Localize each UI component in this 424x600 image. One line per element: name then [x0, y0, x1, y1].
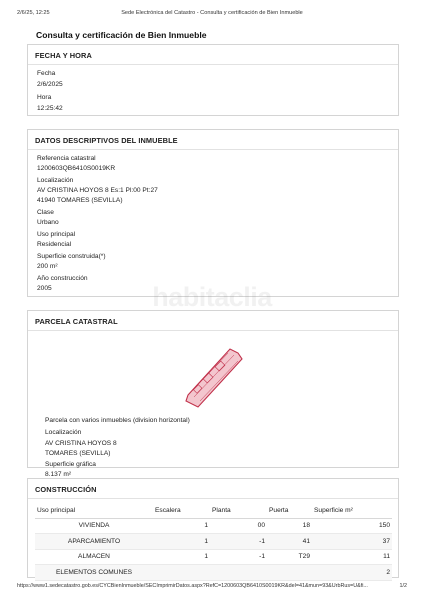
- parcela-superficie-label: Superficie gráfica: [45, 461, 96, 468]
- page-title: Consulta y certificación de Bien Inmueble: [36, 30, 207, 40]
- print-url: https://www1.sedecatastro.gob.es/CYCBienInmueble/SECImprimirDatos.aspx?RefC=1200603QB6410S0019KR&del=41&mun=93&UrbRus=U&fi...: [17, 583, 368, 589]
- cell-superficie: 37: [312, 534, 392, 550]
- ref-catastral-value: 1200603QB6410S0019KR: [37, 165, 116, 172]
- cell-planta: -1: [210, 549, 267, 565]
- cell-uso: ELEMENTOS COMUNES: [35, 565, 153, 581]
- datos-descriptivos-panel: [27, 129, 399, 297]
- anio-value: 2005: [37, 285, 52, 292]
- cell-planta: -1: [210, 534, 267, 550]
- cell-puerta: T29: [267, 549, 312, 565]
- cell-superficie: 150: [312, 518, 392, 534]
- print-datetime: 2/6/25, 12:25: [17, 10, 50, 16]
- col-puerta: Puerta: [267, 503, 312, 518]
- construccion-panel: [27, 478, 399, 578]
- construccion-heading: CONSTRUCCIÓN: [28, 479, 398, 499]
- cell-superficie: 11: [312, 549, 392, 565]
- parcela-localizacion-line2: TOMARES (SEVILLA): [45, 450, 111, 457]
- table-row: [35, 534, 392, 550]
- cell-escalera: 1: [153, 518, 210, 534]
- cell-escalera: 1: [153, 549, 210, 565]
- cell-escalera: 1: [153, 534, 210, 550]
- cell-superficie: 2: [312, 565, 392, 581]
- cell-uso: VIVIENDA: [35, 518, 153, 534]
- cell-puerta: [267, 565, 312, 581]
- parcela-heading: PARCELA CATASTRAL: [28, 311, 398, 331]
- table-row: [35, 565, 392, 581]
- localizacion-line2: 41940 TOMARES (SEVILLA): [37, 197, 123, 204]
- cell-planta: 00: [210, 518, 267, 534]
- print-page-number: 1/2: [399, 583, 407, 589]
- table-row: [35, 518, 392, 534]
- uso-label: Uso principal: [37, 231, 76, 238]
- parcela-localizacion-line1: AV CRISTINA HOYOS 8: [45, 440, 117, 447]
- anio-label: Año construcción: [37, 275, 88, 282]
- clase-value: Urbano: [37, 219, 59, 226]
- parcela-map: [182, 345, 252, 409]
- fecha-hora-heading: FECHA Y HORA: [28, 45, 398, 65]
- fecha-label: Fecha: [37, 70, 56, 77]
- col-planta: Planta: [210, 503, 267, 518]
- localizacion-line1: AV CRISTINA HOYOS 8 Es:1 Pl:00 Pt:27: [37, 187, 158, 194]
- fecha-hora-panel: [27, 44, 399, 116]
- col-superficie: Superficie m²: [312, 503, 392, 518]
- hora-value: 12:25:42: [37, 105, 63, 112]
- superficie-value: 200 m²: [37, 263, 58, 270]
- localizacion-label: Localización: [37, 177, 74, 184]
- cell-planta: [210, 565, 267, 581]
- table-header-row: [35, 503, 392, 518]
- parcela-localizacion-label: Localización: [45, 429, 82, 436]
- parcela-panel: [27, 310, 399, 478]
- datos-heading: DATOS DESCRIPTIVOS DEL INMUEBLE: [28, 130, 398, 150]
- construccion-table: [35, 503, 392, 581]
- col-uso: Uso principal: [35, 503, 153, 518]
- ref-catastral-label: Referencia catastral: [37, 155, 96, 162]
- uso-value: Residencial: [37, 241, 72, 248]
- hora-label: Hora: [37, 94, 52, 101]
- parcela-map-shape: [182, 345, 252, 409]
- clase-label: Clase: [37, 209, 54, 216]
- fecha-value: 2/6/2025: [37, 81, 63, 88]
- cell-uso: APARCAMIENTO: [35, 534, 153, 550]
- print-header: [17, 10, 407, 20]
- table-row: [35, 549, 392, 565]
- col-escalera: Escalera: [153, 503, 210, 518]
- cell-uso: ALMACEN: [35, 549, 153, 565]
- watermark-logo: habitaclia: [152, 282, 272, 312]
- cell-puerta: 18: [267, 518, 312, 534]
- parcela-description: Parcela con varios inmuebles (division horizontal): [45, 417, 190, 424]
- cell-escalera: [153, 565, 210, 581]
- parcela-superficie-value: 8.137 m²: [45, 471, 72, 478]
- cell-puerta: 41: [267, 534, 312, 550]
- print-title: Sede Electrónica del Catastro - Consulta y certificación de Bien Inmueble: [121, 10, 303, 16]
- superficie-label: Superficie construida(*): [37, 253, 106, 260]
